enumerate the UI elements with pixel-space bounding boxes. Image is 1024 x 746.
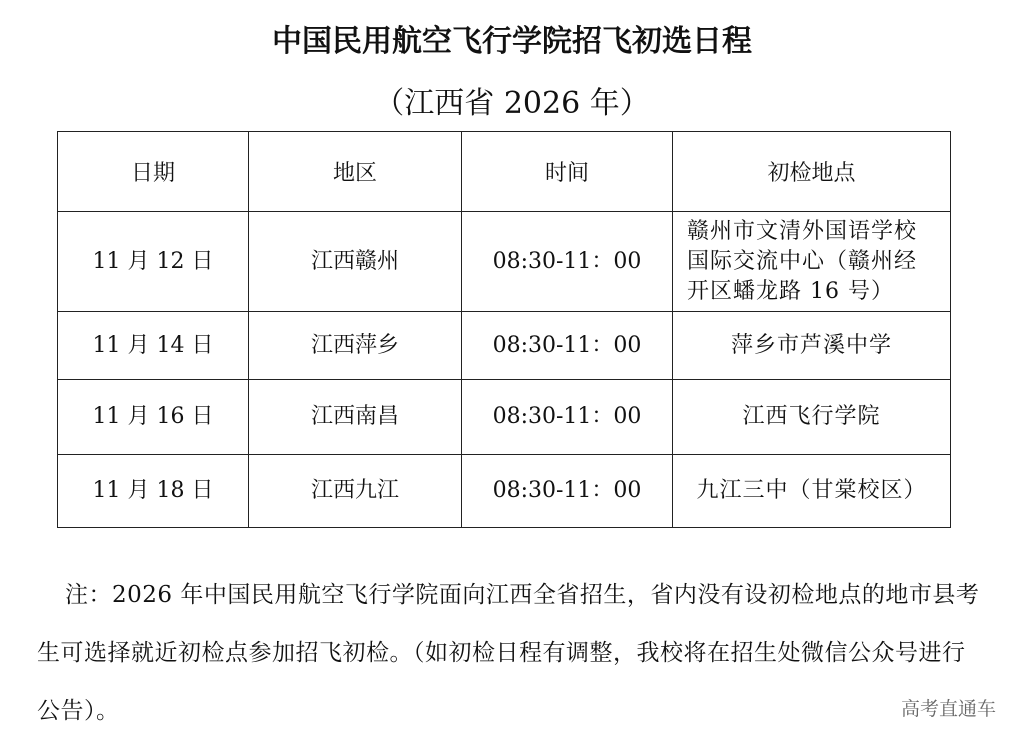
location-cell: 九江三中（甘棠校区） bbox=[673, 455, 951, 528]
region-cell: 江西赣州 bbox=[249, 212, 462, 312]
column-header-location: 初检地点 bbox=[673, 132, 951, 212]
date-cell: 11 月 14 日 bbox=[58, 312, 249, 380]
time-cell: 08:30-11：00 bbox=[462, 312, 673, 380]
location-cell: 赣州市文清外国语学校国际交流中心（赣州经开区蟠龙路 16 号） bbox=[673, 212, 951, 312]
table-row bbox=[58, 312, 951, 380]
location-cell: 萍乡市芦溪中学 bbox=[673, 312, 951, 380]
region-cell: 江西九江 bbox=[249, 455, 462, 528]
column-header-date: 日期 bbox=[58, 132, 249, 212]
watermark-label: 高考直通车 bbox=[900, 698, 996, 720]
date-cell: 11 月 16 日 bbox=[58, 380, 249, 455]
table-row bbox=[58, 212, 951, 312]
location-cell: 江西飞行学院 bbox=[673, 380, 951, 455]
document-subtitle: （江西省 2026 年） bbox=[374, 86, 650, 121]
document-title: 中国民用航空飞行学院招飞初选日程 bbox=[272, 24, 752, 59]
column-header-region: 地区 bbox=[249, 132, 462, 212]
date-cell: 11 月 18 日 bbox=[58, 455, 249, 528]
table-row bbox=[58, 455, 951, 528]
schedule-table bbox=[57, 131, 951, 528]
time-cell: 08:30-11：00 bbox=[462, 380, 673, 455]
region-cell: 江西萍乡 bbox=[249, 312, 462, 380]
region-cell: 江西南昌 bbox=[249, 380, 462, 455]
note-text: 注：2026 年中国民用航空飞行学院面向江西全省招生，省内没有设初检地点的地市县考生可选择就近初检点参加招飞初检。（如初检日程有调整，我校将在招生处微信公众号进行公告）。 bbox=[37, 582, 980, 724]
note-paragraph bbox=[37, 566, 987, 740]
table-row bbox=[58, 380, 951, 455]
date-cell: 11 月 12 日 bbox=[58, 212, 249, 312]
table-header-row bbox=[58, 132, 951, 212]
column-header-time: 时间 bbox=[462, 132, 673, 212]
time-cell: 08:30-11：00 bbox=[462, 455, 673, 528]
time-cell: 08:30-11：00 bbox=[462, 212, 673, 312]
